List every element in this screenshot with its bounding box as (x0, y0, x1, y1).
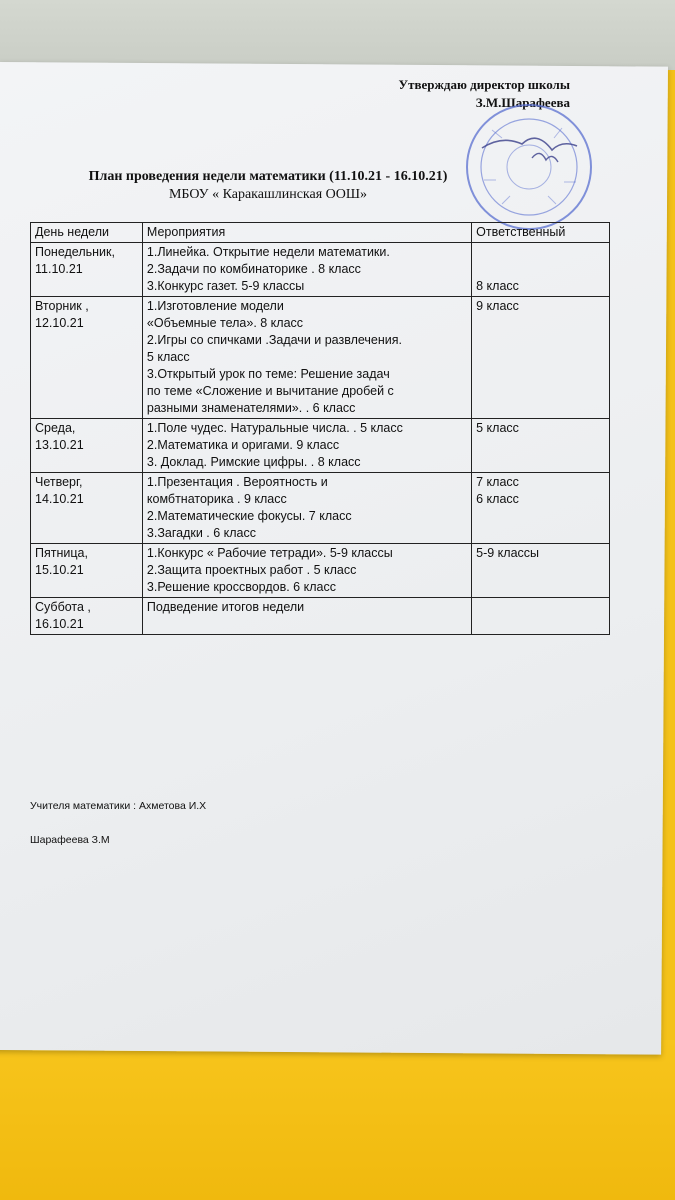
events-cell (142, 544, 471, 598)
day-cell-line: Пятница, (35, 546, 88, 560)
table-row (31, 598, 610, 635)
responsible-cell-line: 9 класс (476, 299, 519, 313)
events-cell-line: 1.Поле чудес. Натуральные числа. . 5 класс (146, 421, 403, 435)
events-cell-line: «Объемные тела». 8 класс (146, 316, 304, 330)
events-cell-line: по теме «Сложение и вычитание дробей с (146, 384, 394, 398)
responsible-cell-line (476, 599, 605, 616)
day-cell (31, 598, 143, 635)
table-row (31, 419, 610, 473)
responsible-cell (472, 243, 610, 297)
day-cell-line: Четверг, (35, 475, 83, 489)
events-cell-line: 2.Игры со спичками .Задачи и развлечения. (146, 333, 402, 347)
events-cell-line: 1.Презентация . Вероятность и (146, 475, 328, 489)
day-cell-line: 15.10.21 (35, 563, 84, 577)
responsible-cell-line: 8 класс (476, 279, 519, 293)
responsible-cell (472, 297, 610, 419)
events-cell-line: 3.Загадки . 6 класс (146, 526, 257, 540)
table-row (31, 544, 610, 598)
events-cell-line: 2.Математические фокусы. 7 класс (146, 509, 352, 523)
schedule-table (30, 222, 610, 635)
events-cell-line: разными знаменателями». . 6 класс (146, 401, 356, 415)
table-row (31, 243, 610, 297)
day-cell-line: Понедельник, (35, 245, 115, 259)
background-surface (0, 1040, 675, 1200)
responsible-cell (472, 598, 610, 635)
responsible-cell-line: 7 класс (476, 475, 519, 489)
approval-line-2: З.М.Шарафеева (475, 95, 570, 110)
title-line-2: МБОУ « Каракашлинская ООШ» (168, 187, 368, 202)
events-cell-line: 2.Математика и оригами. 9 класс (146, 438, 340, 452)
day-cell-line: Среда, (35, 421, 76, 435)
events-cell-line: 5 класс (146, 350, 190, 364)
responsible-cell-line (476, 261, 605, 278)
events-cell-line: 2.Защита проектных работ . 5 класс (146, 563, 357, 577)
background-wall (0, 0, 675, 70)
responsible-cell (472, 473, 610, 544)
events-cell-line: комбтнаторика . 9 класс (146, 492, 287, 506)
day-cell-line: 11.10.21 (35, 262, 83, 276)
events-cell-line: 3.Конкурс газет. 5-9 классы (146, 279, 305, 293)
events-cell-line: Подведение итогов недели (146, 600, 305, 614)
events-cell (142, 598, 471, 635)
day-cell (31, 473, 143, 544)
events-cell (142, 419, 471, 473)
document-title (38, 168, 498, 204)
day-cell (31, 243, 143, 297)
footer-teacher-1: Учителя математики : Ахметова И.Х (30, 800, 207, 812)
day-cell (31, 419, 143, 473)
day-cell-line: 13.10.21 (35, 438, 84, 452)
responsible-cell-line: 5-9 классы (476, 546, 540, 560)
events-cell-line: 1.Линейка. Открытие недели математики. (146, 245, 390, 259)
events-cell-line: 3. Доклад. Римские цифры. . 8 класс (146, 455, 361, 469)
header-events: Мероприятия (142, 223, 471, 243)
responsible-cell-line (476, 244, 605, 261)
table-row (31, 297, 610, 419)
day-cell (31, 297, 143, 419)
footer-teacher-2: Шарафеева З.М (30, 834, 110, 846)
responsible-cell-line: 5 класс (476, 421, 519, 435)
day-cell (31, 544, 143, 598)
events-cell (142, 473, 471, 544)
events-cell-line: 1.Конкурс « Рабочие тетради». 5-9 классы (146, 546, 393, 560)
events-cell (142, 243, 471, 297)
events-cell-line: 1.Изготовление модели (146, 299, 284, 313)
day-cell-line: 14.10.21 (35, 492, 84, 506)
responsible-cell (472, 419, 610, 473)
day-cell-line: 16.10.21 (35, 617, 84, 631)
events-cell-line: 3.Решение кроссвордов. 6 класс (146, 580, 336, 594)
title-line-1: План проведения недели математики (11.10.21 - 16.10.21) (88, 169, 448, 184)
header-day: День недели (31, 223, 143, 243)
footer-signatures (30, 800, 206, 846)
day-cell-line: Вторник , (35, 299, 89, 313)
events-cell-line: 2.Задачи по комбинаторике . 8 класс (146, 262, 361, 276)
events-cell-line: 3.Открытый урок по теме: Решение задач (146, 367, 390, 381)
table-row (31, 473, 610, 544)
responsible-cell-line: 6 класс (476, 492, 519, 506)
table-header-row (31, 223, 610, 243)
approval-line-1: Утверждаю директор школы (398, 77, 570, 92)
day-cell-line: Суббота , (35, 600, 91, 614)
day-cell-line: 12.10.21 (35, 316, 84, 330)
events-cell (142, 297, 471, 419)
header-responsible: Ответственный (472, 223, 610, 243)
responsible-cell (472, 544, 610, 598)
